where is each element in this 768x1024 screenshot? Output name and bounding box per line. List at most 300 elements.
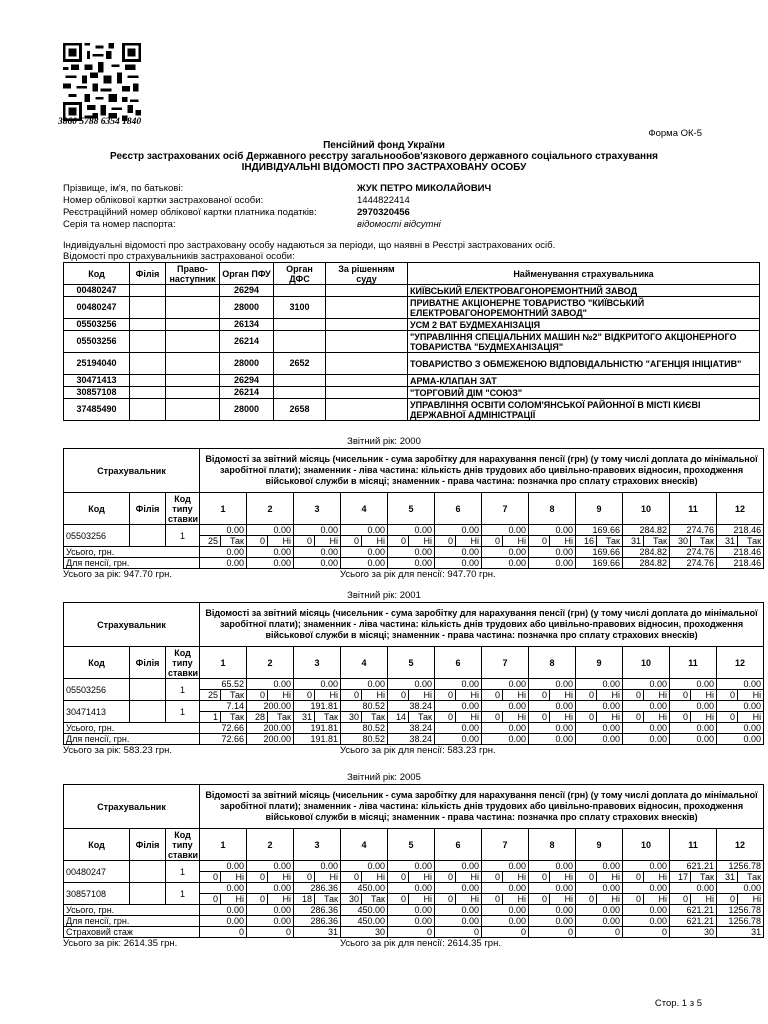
- pension-value: 191.81: [294, 734, 341, 745]
- month-days: 0: [529, 872, 550, 883]
- year-total-summary: Усього за рік: 583.23 грн.: [63, 745, 172, 756]
- month-header: 7: [482, 829, 529, 861]
- month-mark: Так: [362, 712, 388, 723]
- employer-pfu: 26134: [220, 319, 274, 331]
- month-mark: Ні: [644, 712, 670, 723]
- month-days: 0: [341, 536, 362, 547]
- month-days: 31: [717, 536, 738, 547]
- total-label: Усього, грн.: [64, 905, 200, 916]
- total-value: 286.36: [294, 905, 341, 916]
- card-value: 1444822414: [357, 195, 410, 206]
- insurer-code: 00480247: [64, 861, 130, 883]
- pension-value: 0.00: [717, 734, 764, 745]
- month-sum: 0.00: [670, 883, 717, 894]
- employer-successor: [166, 353, 220, 375]
- month-days: 0: [717, 712, 738, 723]
- month-days: 0: [482, 872, 503, 883]
- month-days: 0: [247, 872, 268, 883]
- employer-branch: [130, 319, 166, 331]
- month-sum: 80.52: [341, 701, 388, 712]
- month-info-description: Відомості за звітний місяць (чисельник - сума заробітку для нарахування пенсії (грн) (у тому числі доплата до мінімальної заробітної плати); знаменник - ліва частина: кількість днів трудових або цивільно-правових відносин, проходження військової служби в місяці; знаменник - права частина: позначка про сплату страхових внесків): [200, 449, 764, 493]
- month-sum: 218.46: [717, 525, 764, 536]
- tax-label: Реєстраційний номер облікової картки платника податків:: [63, 207, 317, 218]
- month-mark: Ні: [362, 872, 388, 883]
- month-sum: 38.24: [388, 701, 435, 712]
- total-value: 0.00: [388, 905, 435, 916]
- employer-dfs: 2658: [274, 399, 326, 421]
- month-mark: Ні: [691, 690, 717, 701]
- year-title: Звітний рік: 2001: [347, 590, 421, 601]
- month-mark: Так: [691, 536, 717, 547]
- stazh-value: 0: [529, 927, 576, 938]
- employers-header-branch: Філія: [130, 263, 166, 285]
- month-sum: 0.00: [576, 883, 623, 894]
- month-sum: 0.00: [388, 525, 435, 536]
- employer-name: КИЇВСЬКИЙ ЕЛЕКТРОВАГОНОРЕМОНТНИЙ ЗАВОД: [408, 285, 760, 297]
- month-sum: 0.00: [482, 861, 529, 872]
- month-sum: 0.00: [388, 883, 435, 894]
- total-value: 0.00: [294, 547, 341, 558]
- month-sum: 0.00: [482, 525, 529, 536]
- employer-name: УПРАВЛІННЯ ОСВІТИ СОЛОМ'ЯНСЬКОЇ РАЙОННОЇ В МІСТІ КИЄВІ ДЕРЖАВНОЇ АДМІНІСТРАЦІЇ: [408, 399, 760, 421]
- year-table: [63, 784, 764, 938]
- month-days: 0: [294, 536, 315, 547]
- pension-row: [64, 734, 764, 745]
- month-days: 0: [388, 536, 409, 547]
- stazh-value: 0: [247, 927, 294, 938]
- month-mark: Ні: [550, 536, 576, 547]
- month-sum: 65.52: [200, 679, 247, 690]
- month-mark: Ні: [550, 712, 576, 723]
- month-days: 0: [388, 690, 409, 701]
- col-header-rate-type: Код типу ставки: [166, 647, 200, 679]
- pension-value: 200.00: [247, 734, 294, 745]
- pension-value: 0.00: [388, 916, 435, 927]
- month-mark: Так: [738, 872, 764, 883]
- month-header: 3: [294, 829, 341, 861]
- month-header: 7: [482, 647, 529, 679]
- month-days: 0: [717, 894, 738, 905]
- card-label: Номер облікової картки застрахованої особи:: [63, 195, 264, 206]
- employer-branch: [130, 387, 166, 399]
- month-sum: 0.00: [482, 701, 529, 712]
- employer-code: 30857108: [64, 387, 130, 399]
- month-mark: Ні: [456, 536, 482, 547]
- stazh-value: 0: [576, 927, 623, 938]
- employer-row: [64, 319, 760, 331]
- month-mark: Ні: [221, 894, 247, 905]
- pension-value: 0.00: [482, 558, 529, 569]
- month-header: 12: [717, 829, 764, 861]
- month-days: 14: [388, 712, 409, 723]
- month-days: 16: [576, 536, 597, 547]
- month-mark: Ні: [597, 712, 623, 723]
- month-sum: 0.00: [247, 883, 294, 894]
- total-value: 0.00: [482, 547, 529, 558]
- month-header: 11: [670, 493, 717, 525]
- total-label: Усього, грн.: [64, 723, 200, 734]
- month-days: 0: [247, 690, 268, 701]
- month-days: 30: [341, 712, 362, 723]
- month-days: 0: [529, 690, 550, 701]
- total-value: 0.00: [576, 905, 623, 916]
- employer-branch: [130, 297, 166, 319]
- month-mark: Ні: [268, 872, 294, 883]
- year-pension-summary: Усього за рік для пенсії: 2614.35 грн.: [340, 938, 501, 949]
- month-days: 0: [247, 894, 268, 905]
- month-info-description: Відомості за звітний місяць (чисельник - сума заробітку для нарахування пенсії (грн) (у тому числі доплата до мінімальної заробітної плати); знаменник - ліва частина: кількість днів трудових або цивільно-правових відносин, проходження військової служби в місяці; знаменник - права частина: позначка про сплату страхових внесків): [200, 603, 764, 647]
- month-days: 17: [670, 872, 691, 883]
- month-sum: 0.00: [576, 861, 623, 872]
- stazh-value: 30: [670, 927, 717, 938]
- month-header: 9: [576, 493, 623, 525]
- month-header: 1: [200, 829, 247, 861]
- pension-value: 0.00: [341, 558, 388, 569]
- month-mark: Ні: [550, 872, 576, 883]
- month-sum: 0.00: [341, 861, 388, 872]
- employer-row: [64, 285, 760, 297]
- year-table: [63, 602, 764, 745]
- total-value: 0.00: [200, 905, 247, 916]
- employers-table: [63, 262, 760, 421]
- year-pension-summary: Усього за рік для пенсії: 947.70 грн.: [340, 569, 496, 580]
- month-days: 0: [529, 536, 550, 547]
- employer-pfu: 28000: [220, 353, 274, 375]
- month-days: 0: [388, 894, 409, 905]
- pension-value: 218.46: [717, 558, 764, 569]
- month-header: 5: [388, 493, 435, 525]
- month-mark: Ні: [456, 690, 482, 701]
- month-header: 2: [247, 647, 294, 679]
- employer-branch: [130, 285, 166, 297]
- total-value: 0.00: [341, 547, 388, 558]
- month-days: 0: [717, 690, 738, 701]
- month-days: 0: [435, 536, 456, 547]
- employers-header-successor: Право-наступник: [166, 263, 220, 285]
- year-pension-summary: Усього за рік для пенсії: 583.23 грн.: [340, 745, 496, 756]
- pension-value: 0.00: [247, 916, 294, 927]
- total-value: 0.00: [388, 547, 435, 558]
- month-mark: Ні: [315, 690, 341, 701]
- employer-name: ПРИВАТНЕ АКЦІОНЕРНЕ ТОВАРИСТВО "КИЇВСЬКИЙ ЕЛЕКТРОВАГОНОРЕМОНТНИЙ ЗАВОД": [408, 297, 760, 319]
- month-mark: Ні: [597, 894, 623, 905]
- month-mark: Так: [221, 536, 247, 547]
- month-days: 0: [576, 872, 597, 883]
- pension-value: 0.00: [435, 558, 482, 569]
- month-mark: Ні: [503, 536, 529, 547]
- pension-row: [64, 558, 764, 569]
- month-days: 0: [435, 872, 456, 883]
- month-header: 11: [670, 829, 717, 861]
- pension-value: 0.00: [435, 916, 482, 927]
- total-value: 0.00: [623, 905, 670, 916]
- stazh-row: [64, 927, 764, 938]
- intro-line1: Індивідуальні відомості про застраховану особу надаються за періоди, що наявні в Реєстрі застрахованих осіб.: [63, 240, 556, 251]
- intro-line2: Відомості про страхувальників застрахованої особи:: [63, 251, 295, 262]
- month-days: 0: [482, 894, 503, 905]
- month-days: 25: [200, 536, 221, 547]
- rate-type: 1: [166, 525, 200, 547]
- form-code: Форма ОК-5: [648, 128, 702, 139]
- month-mark: Так: [738, 536, 764, 547]
- month-sum: 0.00: [576, 679, 623, 690]
- col-header-rate-type: Код типу ставки: [166, 493, 200, 525]
- month-header: 11: [670, 647, 717, 679]
- employer-court: [326, 297, 408, 319]
- employer-court: [326, 387, 408, 399]
- month-days: 0: [576, 712, 597, 723]
- insurer-code: 05503256: [64, 679, 130, 701]
- total-value: 621.21: [670, 905, 717, 916]
- total-value: 80.52: [341, 723, 388, 734]
- month-sum: 0.00: [247, 679, 294, 690]
- stazh-value: 0: [388, 927, 435, 938]
- col-header-branch: Філія: [130, 493, 166, 525]
- month-mark: Ні: [456, 872, 482, 883]
- insurer-branch: [130, 525, 166, 547]
- table-row: [64, 679, 764, 690]
- month-sum: 0.00: [529, 701, 576, 712]
- qr-code-icon: [63, 43, 141, 121]
- month-sum: 621.21: [670, 861, 717, 872]
- pension-value: 0.00: [623, 734, 670, 745]
- month-sum: 0.00: [435, 701, 482, 712]
- pension-value: 0.00: [670, 734, 717, 745]
- total-value: 72.66: [200, 723, 247, 734]
- month-mark: Ні: [315, 536, 341, 547]
- pension-label: Для пенсії, грн.: [64, 734, 200, 745]
- passport-label: Серія та номер паспорта:: [63, 219, 176, 230]
- employer-row: [64, 331, 760, 353]
- month-header: 8: [529, 829, 576, 861]
- total-value: 1256.78: [717, 905, 764, 916]
- month-days: 0: [623, 894, 644, 905]
- month-sum: 1256.78: [717, 861, 764, 872]
- total-value: 0.00: [717, 723, 764, 734]
- employer-successor: [166, 331, 220, 353]
- month-header: 4: [341, 647, 388, 679]
- employer-successor: [166, 297, 220, 319]
- pension-value: 169.66: [576, 558, 623, 569]
- month-days: 0: [576, 894, 597, 905]
- stazh-value: 31: [294, 927, 341, 938]
- employer-code: 00480247: [64, 297, 130, 319]
- month-sum: 0.00: [717, 701, 764, 712]
- month-header: 7: [482, 493, 529, 525]
- employer-name: АРМА-КЛАПАН ЗАТ: [408, 375, 760, 387]
- total-value: 0.00: [623, 723, 670, 734]
- total-value: 0.00: [576, 723, 623, 734]
- name-value: ЖУК ПЕТРО МИКОЛАЙОВИЧ: [357, 183, 492, 194]
- month-header: 3: [294, 493, 341, 525]
- employer-dfs: [274, 319, 326, 331]
- month-mark: Ні: [691, 712, 717, 723]
- month-days: 1: [200, 712, 221, 723]
- month-days: 0: [623, 712, 644, 723]
- month-days: 31: [717, 872, 738, 883]
- month-mark: Ні: [691, 894, 717, 905]
- month-mark: Ні: [409, 536, 435, 547]
- pension-value: 0.00: [200, 916, 247, 927]
- employer-code: 30471413: [64, 375, 130, 387]
- month-days: 0: [200, 894, 221, 905]
- pension-label: Для пенсії, грн.: [64, 558, 200, 569]
- employer-dfs: [274, 285, 326, 297]
- month-days: 0: [623, 690, 644, 701]
- pension-value: 0.00: [623, 916, 670, 927]
- year-total-summary: Усього за рік: 2614.35 грн.: [63, 938, 178, 949]
- month-header: 3: [294, 647, 341, 679]
- employers-header-dfs: Орган ДФС: [274, 263, 326, 285]
- insurer-branch: [130, 883, 166, 905]
- year-title: Звітний рік: 2005: [347, 772, 421, 783]
- month-days: 0: [482, 536, 503, 547]
- month-sum: 0.00: [670, 701, 717, 712]
- pension-value: 0.00: [576, 916, 623, 927]
- passport-value: відомості відсутні: [357, 219, 441, 230]
- employers-header-court: За рішенням суду: [326, 263, 408, 285]
- employers-header-pfu: Орган ПФУ: [220, 263, 274, 285]
- col-header-code: Код: [64, 829, 130, 861]
- month-header: 1: [200, 647, 247, 679]
- table-row: [64, 883, 764, 894]
- month-days: 0: [435, 712, 456, 723]
- month-sum: 0.00: [200, 525, 247, 536]
- insurer-code: 30857108: [64, 883, 130, 905]
- barcode-number: 3860 5788 6354 1840: [58, 117, 142, 127]
- month-mark: Так: [409, 712, 435, 723]
- month-sum: 0.00: [717, 883, 764, 894]
- month-days: 18: [294, 894, 315, 905]
- employers-header-code: Код: [64, 263, 130, 285]
- pension-value: 450.00: [341, 916, 388, 927]
- header-line2: Реєстр застрахованих осіб Державного реєстру загальнообов'язкового державного соціального страхування: [110, 151, 658, 162]
- month-header: 5: [388, 829, 435, 861]
- month-mark: Так: [644, 536, 670, 547]
- total-value: 169.66: [576, 547, 623, 558]
- month-header: 4: [341, 829, 388, 861]
- month-mark: Так: [691, 872, 717, 883]
- month-days: 0: [200, 872, 221, 883]
- employer-dfs: 3100: [274, 297, 326, 319]
- employer-dfs: [274, 387, 326, 399]
- rate-type: 1: [166, 701, 200, 723]
- month-sum: 200.00: [247, 701, 294, 712]
- total-row: [64, 723, 764, 734]
- month-mark: Ні: [503, 894, 529, 905]
- month-days: 0: [435, 894, 456, 905]
- month-days: 0: [623, 872, 644, 883]
- month-sum: 0.00: [576, 701, 623, 712]
- month-header: 9: [576, 829, 623, 861]
- month-sum: 0.00: [529, 861, 576, 872]
- pension-value: 0.00: [388, 558, 435, 569]
- insurer-code: 30471413: [64, 701, 130, 723]
- month-days: 30: [341, 894, 362, 905]
- total-value: 38.24: [388, 723, 435, 734]
- month-sum: 0.00: [388, 679, 435, 690]
- month-days: 31: [623, 536, 644, 547]
- rate-type: 1: [166, 861, 200, 883]
- pension-value: 80.52: [341, 734, 388, 745]
- employer-name: "УПРАВЛІННЯ СПЕЦІАЛЬНИХ МАШИН №2" ВІДКРИТОГО АКЦІОНЕРНОГО ТОВАРИСТВА "БУДМЕХАНІЗАЦІЯ": [408, 331, 760, 353]
- table-row: [64, 525, 764, 536]
- month-days: 0: [341, 872, 362, 883]
- month-days: 0: [670, 690, 691, 701]
- page-title: ІНДИВІДУАЛЬНІ ВІДОМОСТІ ПРО ЗАСТРАХОВАНУ ОСОБУ: [241, 162, 527, 173]
- employer-court: [326, 319, 408, 331]
- employer-name: УСМ 2 ВАТ БУДМЕХАНІЗАЦІЯ: [408, 319, 760, 331]
- col-header-code: Код: [64, 647, 130, 679]
- employer-code: 37485490: [64, 399, 130, 421]
- employer-code: 25194040: [64, 353, 130, 375]
- month-mark: Ні: [268, 690, 294, 701]
- month-sum: 0.00: [388, 861, 435, 872]
- employers-header-name: Найменування страхувальника: [408, 263, 760, 285]
- stazh-value: 0: [435, 927, 482, 938]
- month-mark: Ні: [409, 872, 435, 883]
- month-mark: Ні: [738, 894, 764, 905]
- month-header: 2: [247, 493, 294, 525]
- month-mark: Так: [597, 536, 623, 547]
- month-sum: 0.00: [482, 679, 529, 690]
- pension-label: Для пенсії, грн.: [64, 916, 200, 927]
- employer-dfs: [274, 375, 326, 387]
- month-mark: Так: [268, 712, 294, 723]
- month-days: 28: [247, 712, 268, 723]
- employer-court: [326, 285, 408, 297]
- insurer-header: Страхувальник: [64, 603, 200, 647]
- month-mark: Так: [315, 894, 341, 905]
- month-sum: 0.00: [623, 861, 670, 872]
- month-sum: 169.66: [576, 525, 623, 536]
- month-header: 8: [529, 647, 576, 679]
- employer-pfu: 26294: [220, 375, 274, 387]
- pension-value: 0.00: [529, 558, 576, 569]
- month-mark: Ні: [409, 894, 435, 905]
- year-title: Звітний рік: 2000: [347, 436, 421, 447]
- month-sum: 0.00: [341, 679, 388, 690]
- month-sum: 0.00: [623, 701, 670, 712]
- month-days: 0: [529, 712, 550, 723]
- month-header: 12: [717, 493, 764, 525]
- month-days: 0: [294, 690, 315, 701]
- year-table: [63, 448, 764, 569]
- month-sum: 450.00: [341, 883, 388, 894]
- employer-code: 05503256: [64, 331, 130, 353]
- month-days: 0: [482, 690, 503, 701]
- month-days: 0: [388, 872, 409, 883]
- month-mark: Ні: [456, 894, 482, 905]
- month-mark: Ні: [550, 894, 576, 905]
- pension-value: 0.00: [482, 734, 529, 745]
- col-header-code: Код: [64, 493, 130, 525]
- month-mark: Ні: [738, 690, 764, 701]
- month-mark: Ні: [456, 712, 482, 723]
- total-value: 191.81: [294, 723, 341, 734]
- month-sum: 0.00: [717, 679, 764, 690]
- total-value: 0.00: [435, 547, 482, 558]
- pension-value: 0.00: [294, 558, 341, 569]
- employer-branch: [130, 353, 166, 375]
- stazh-value: 0: [200, 927, 247, 938]
- total-label: Усього, грн.: [64, 547, 200, 558]
- month-header: 2: [247, 829, 294, 861]
- month-mark: Так: [221, 712, 247, 723]
- employer-pfu: 26294: [220, 285, 274, 297]
- month-days: 25: [200, 690, 221, 701]
- month-info-description: Відомості за звітний місяць (чисельник - сума заробітку для нарахування пенсії (грн) (у тому числі доплата до мінімальної заробітної плати); знаменник - ліва частина: кількість днів трудових або цивільно-правових відносин, проходження військової служби в місяці; знаменник - права частина: позначка про сплату страхових внесків): [200, 785, 764, 829]
